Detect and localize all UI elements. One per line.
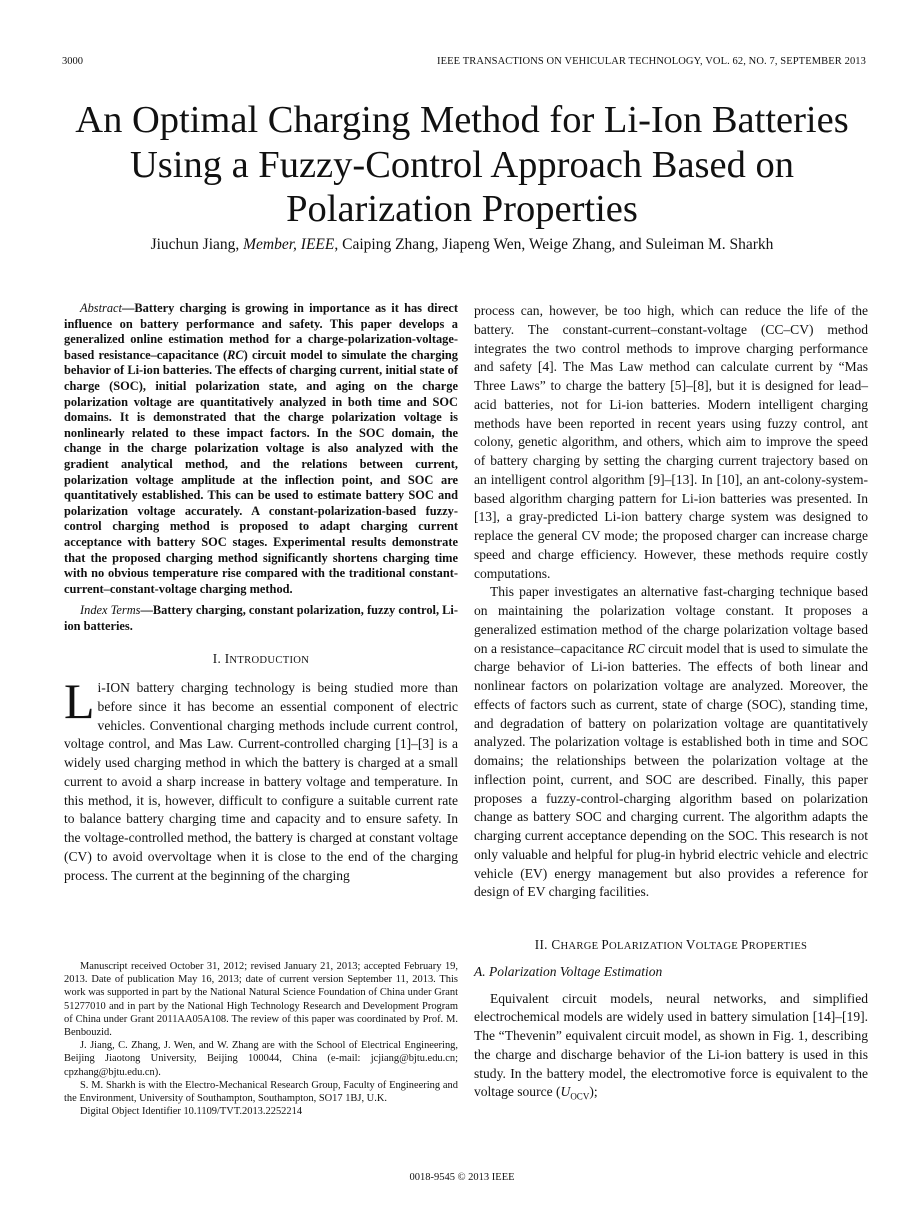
section-title-rest: NTRODUCTION [229, 655, 310, 667]
page-number: 3000 [62, 56, 83, 67]
intro-paragraph-2-a: This paper investigates an alternative fast-charging technique based on maintaining the polarization voltage constant. It proposes a generalized estimation method of the charge polarization voltage based on a resistance–capacitance [474, 584, 868, 656]
subsection-heading-polarization-voltage-estimation: A. Polarization Voltage Estimation [474, 963, 663, 979]
paper-title [40, 98, 884, 232]
footnote-affiliation-2: S. M. Sharkh is with the Electro-Mechanical Research Group, Faculty of Engineering and the Environment, University of Southampton, Southampton, SO17 1BJ, U.K. [64, 1079, 458, 1105]
abstract-text-a: —Battery charging is growing in importance as it has direct influence on battery performance and safety. This paper develops a generalized online estimation method for a charge-polarization-voltage-based resistance–capacitance ( [64, 301, 458, 362]
intro-paragraph-1-continued: process can, however, be too high, which can reduce the life of the battery. The constant-current–constant-voltage (CC–CV) method integrates the two control methods to improve charging performance and safety [4]. The Mas Law method can calculate current by “Mas Three Laws” to charge the battery [5]–[8], but it is designed for lead–acid batteries, not for Li-ion batteries. Modern intelligent charging methods have been reported in recent years using fuzzy control, ant colony, genetic algorithm, and others, which aim to improve the speed of battery charging by setting the charging current trajectory based on an intelligent control algorithm [9]–[13]. In [10], an ant-colony-system-based algorithm charging pattern for Li-ion batteries was presented. In [13], a gray-predicted Li-ion battery charge system was designed to replace the general CV mode; the proposed charger can increase charge speed and charge efficiency. However, these methods require costly computations. [474, 303, 868, 581]
title-line-1: An Optimal Charging Method for Li-Ion Batteries [75, 99, 849, 141]
abstract-rc: RC [227, 347, 244, 362]
s2-w4-rest: ROPERTIES [748, 941, 808, 952]
footnote-doi: Digital Object Identifier 10.1109/TVT.2013.2252214 [80, 1106, 303, 1118]
s2-w3-rest: OLTAGE [695, 941, 742, 952]
author-membership: Member, IEEE [243, 236, 335, 253]
author-list [40, 236, 884, 254]
s2-w2-initial: P [601, 937, 610, 952]
copyright-footer: 0018-9545 © 2013 IEEE [409, 1172, 515, 1183]
intro-paragraph-2-rc: RC [627, 640, 645, 656]
abstract-text-b: ) circuit model to simulate the charging behavior of Li-ion batteries. The effects of charging current, initial state of charge (SOC), initial polarization state, and aging on the charge polarization voltage are quantitatively analyzed in both time and SOC domains. It is demonstrated that the charge polarization voltage is nonlinearly related to these impact factors. In the SOC domain, the change in the charge polarization voltage is also analyzed with the gradient analytical method, and the relations between current, polarization voltage amplitude at the inflection point, and SOC are quantitatively established. This can be used to estimate battery SOC and polarization voltage accurately. A constant-polarization-based fuzzy-control charging method is proposed to adapt charging current acceptance with battery SOC stages. Experimental results demonstrate that the proposed charging method significantly shortens charging time with no obvious temperature rise compared with the traditional constant-current–constant-voltage charging method. [64, 347, 458, 596]
footnotes [64, 960, 458, 1118]
section-heading-introduction [64, 650, 458, 671]
s2-w1-rest: HARGE [560, 941, 602, 952]
index-terms-label: Index Terms [80, 603, 141, 618]
footnote-affiliation-1: J. Jiang, C. Zhang, J. Wen, and W. Zhang are with the School of Electrical Engineering, Beijing Jiaotong University, Beijing 100044, China (e-mail: jcjiang@bjtu.edu.cn; cpzhang@bjtu.edu.cn). [64, 1040, 458, 1078]
footnote-received: Manuscript received October 31, 2012; revised January 21, 2013; accepted February 19, 2013. Date of publication May 16, 2013; date of current version September 11, 2013. This work was supported in part by the National Natural Science Foundation of China under Grant 51277010 and in part by the National High Technology Research and Development Program of China under Grant 2011AA05A108. The review of this paper was coordinated by Prof. M. Benbouzid. [64, 961, 458, 1039]
intro-paragraph-1-text: i-ION battery charging technology is being studied more than before since it has become an essential component of electric vehicles. Conventional charging methods include current control, voltage control, and Mas Law. Current-controlled charging [1]–[3] is a widely used charging method in which the battery is charged at a small current to avoid a sharp increase in battery voltage and temperature. In this method, it is, however, difficult to configure a suitable current rate to balance battery charging time and capacity and to ensure safety. In the voltage-controlled method, the battery is charged at constant voltage (CV) to avoid overvoltage when it is close to the end of the charging process. The current at the beginning of the charging [64, 680, 458, 883]
s2-w2-rest: OLARIZATION [609, 941, 686, 952]
s2-w3-initial: V [685, 937, 696, 952]
section-2-paragraph-1-a: Equivalent circuit models, neural networks, and simplified electrochemical models are widely used in battery simulation [14]–[19]. The “Thevenin” equivalent circuit model, as shown in Fig. 1, describing the charge and discharge behavior of the Li-ion battery is used in this study. In the battery model, the electromotive force is equivalent to the voltage source ( [474, 990, 868, 1100]
section-2-number: II. [534, 937, 552, 952]
index-terms-text: —Battery charging, constant polarization, fuzzy control, Li-ion batteries. [64, 603, 458, 633]
intro-paragraph-2-b: circuit model that is used to simulate the charge behavior of Li-ion batteries. The effects of both linear and nonlinear factors on polarization voltage are analyzed. Moreover, the effects of factors such as current, state of charge (SOC), standing time, and degradation of battery on polarization voltage are quantitatively analyzed. The polarization voltage is established both in time and SOC domains; the relationships between the polarization voltage at the inflection point, current, and SOC are described. Finally, this paper proposes a fuzzy-control-charging algorithm based on polarization change as battery SOC and charging current. The algorithm adapts the charging current acceptance depending on the SOC. This research is not only valuable and helpful for plug-in hybrid electric vehicle and electric vehicle (EV) energy management but also provides a reference for design of EV charging facilities. [474, 640, 868, 900]
s2-w1-initial: C [551, 937, 561, 952]
drop-cap: L [64, 673, 95, 730]
s2-w4-initial: P [741, 937, 749, 952]
title-line-3: Polarization Properties [286, 188, 638, 230]
right-column [474, 302, 868, 1107]
section-2-paragraph-1 [474, 990, 868, 1107]
section-heading-charge-polarization [474, 936, 868, 957]
var-u: U [560, 1084, 571, 1100]
authors-rest: , Caiping Zhang, Jiapeng Wen, Weige Zhang, and Suleiman M. Sharkh [334, 236, 774, 253]
running-head: IEEE TRANSACTIONS ON VEHICULAR TECHNOLOGY, VOL. 62, NO. 7, SEPTEMBER 2013 [437, 56, 866, 67]
intro-paragraph-1 [64, 673, 458, 885]
authors-first: Jiuchun Jiang, [150, 236, 244, 253]
abstract [64, 301, 458, 597]
intro-paragraph-2 [474, 583, 868, 902]
var-u-subscript: OCV [570, 1091, 590, 1102]
index-terms [64, 603, 458, 634]
left-column [64, 301, 458, 885]
section-number: I. [212, 651, 225, 667]
title-line-2: Using a Fuzzy-Control Approach Based on [129, 143, 794, 186]
abstract-label: Abstract [80, 301, 122, 315]
section-title-initial: I [224, 651, 230, 667]
section-2-paragraph-1-b: ); [589, 1084, 598, 1100]
